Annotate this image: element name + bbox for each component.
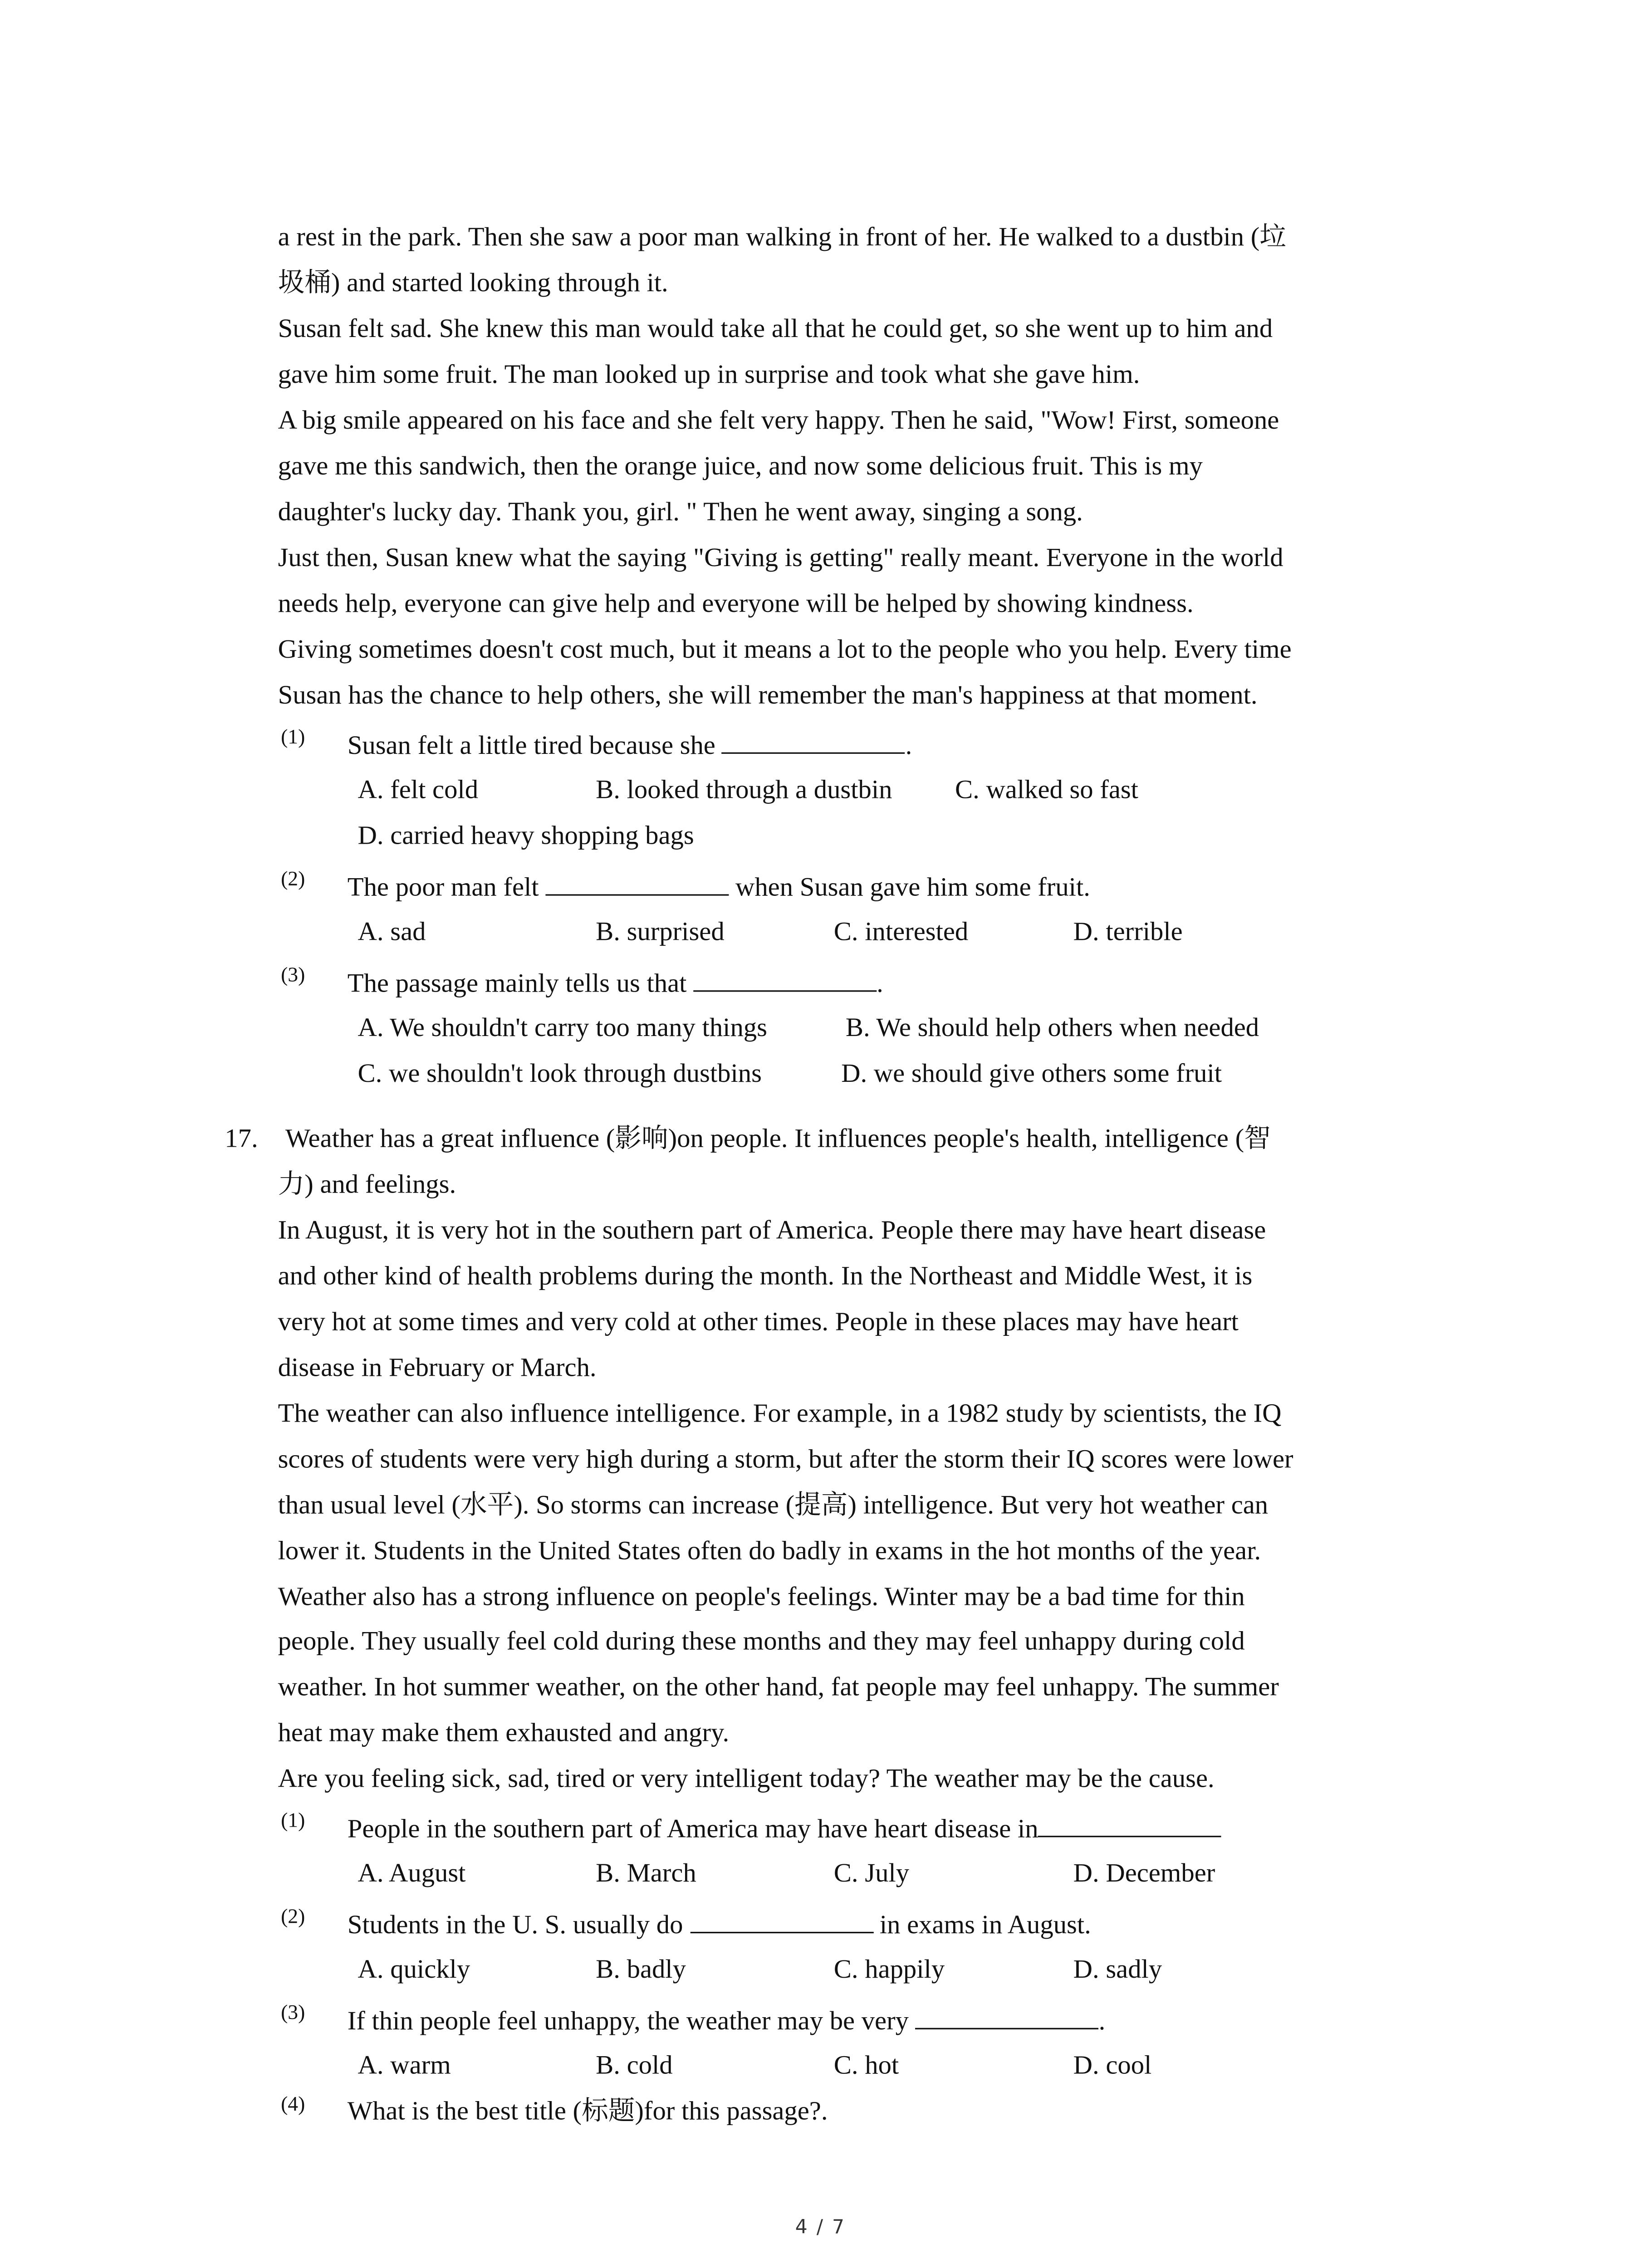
- passage-line: The weather can also influence intelligence. For example, in a 1982 study by scientists, the IQ: [278, 1398, 1282, 1428]
- passage-line: people. They usually feel cold during these months and they may feel unhappy during cold: [278, 1626, 1245, 1656]
- question-stem: [348, 1905, 1091, 1942]
- option-b: B. We should help others when needed: [845, 1012, 1259, 1042]
- option-d: D. December: [1073, 1857, 1215, 1888]
- passage-line: Giving sometimes doesn't cost much, but it means a lot to the people who you help. Every time: [278, 634, 1292, 664]
- answer-blank: [693, 964, 877, 992]
- question-stem: What is the best title (标题)for this passage?.: [347, 2096, 828, 2126]
- option-d: D. sadly: [1073, 1954, 1162, 1984]
- passage-line: Susan felt sad. She knew this man would take all that he could get, so she went up to him and: [278, 313, 1273, 343]
- question-text: The passage mainly tells us that: [347, 968, 694, 998]
- question-text-end: .: [905, 730, 912, 760]
- question-text: Students in the U. S. usually do: [347, 1909, 690, 1940]
- option-a: A. We shouldn't carry too many things: [358, 1012, 767, 1042]
- option-b: B. badly: [596, 1954, 686, 1984]
- page-number: 4 / 7: [795, 2217, 846, 2239]
- passage-line: scores of students were very high during a storm, but after the storm their IQ scores were lower: [278, 1444, 1293, 1474]
- question-stem: [348, 726, 912, 763]
- passage-line: lower it. Students in the United States often do badly in exams in the hot months of the year.: [278, 1535, 1261, 1565]
- option-b: B. surprised: [596, 916, 725, 946]
- passage-line: than usual level (水平). So storms can increase (提高) intelligence. But very hot weather can: [278, 1490, 1269, 1520]
- passage-line: needs help, everyone can give help and everyone will be helped by showing kindness.: [278, 588, 1194, 618]
- passage-line: very hot at some times and very cold at other times. People in these places may have heart: [278, 1306, 1239, 1336]
- passage-line: Just then, Susan knew what the saying "Giving is getting" really meant. Everyone in the world: [278, 542, 1283, 572]
- question-text: The poor man felt: [347, 872, 546, 902]
- answer-blank: [690, 1905, 873, 1933]
- question-stem: [348, 2001, 1106, 2038]
- question-number: (4): [281, 2094, 305, 2117]
- question-stem: [348, 964, 883, 1001]
- passage-line: Weather also has a strong influence on people's feelings. Winter may be a bad time for thin: [278, 1581, 1245, 1611]
- passage-number: 17.: [225, 1123, 258, 1153]
- question-number: (1): [281, 1810, 305, 1833]
- passage-line: Are you feeling sick, sad, tired or very intelligent today? The weather may be the cause.: [278, 1763, 1215, 1793]
- question-number: (3): [281, 965, 305, 987]
- question-number: (2): [281, 1906, 305, 1929]
- option-c: C. hot: [833, 2050, 899, 2080]
- question-text-end: when Susan gave him some fruit.: [729, 872, 1090, 902]
- passage-line: heat may make them exhausted and angry.: [278, 1717, 730, 1747]
- passage-line: and other kind of health problems during the month. In the Northeast and Middle West, it is: [278, 1261, 1253, 1290]
- answer-blank: [545, 868, 729, 896]
- passage-line: weather. In hot summer weather, on the other hand, fat people may feel unhappy. The summer: [278, 1672, 1279, 1701]
- option-c: C. happily: [833, 1954, 945, 1984]
- option-b: B. March: [596, 1857, 696, 1888]
- passage-line: Weather has a great influence (影响)on people. It influences people's health, intelligence (智: [285, 1123, 1271, 1153]
- question-number: (1): [281, 727, 305, 750]
- option-d: D. carried heavy shopping bags: [358, 820, 694, 850]
- passage-line: Susan has the chance to help others, she will remember the man's happiness at that moment.: [278, 679, 1258, 710]
- answer-blank: [722, 726, 906, 754]
- question-text: Susan felt a little tired because she: [347, 730, 722, 760]
- answer-blank: [916, 2001, 1099, 2029]
- option-a: A. August: [358, 1857, 466, 1888]
- passage-line: A big smile appeared on his face and she felt very happy. Then he said, "Wow! First, someone: [278, 405, 1279, 435]
- option-c: C. interested: [833, 916, 969, 946]
- passage-line: disease in February or March.: [278, 1352, 597, 1382]
- question-text-end: .: [1098, 2005, 1106, 2035]
- passage-line: daughter's lucky day. Thank you, girl. " Then he went away, singing a song.: [278, 496, 1083, 527]
- passage-line: a rest in the park. Then she saw a poor man walking in front of her. He walked to a dustbin (垃: [278, 221, 1286, 251]
- option-a: A. felt cold: [358, 774, 479, 804]
- option-a: A. quickly: [358, 1954, 470, 1984]
- passage-line: 圾桶) and started looking through it.: [278, 267, 668, 297]
- question-stem: [348, 868, 1090, 904]
- option-d: D. we should give others some fruit: [841, 1058, 1222, 1088]
- passage-line: gave me this sandwich, then the orange juice, and now some delicious fruit. This is my: [278, 450, 1203, 481]
- option-c: C. we shouldn't look through dustbins: [358, 1058, 762, 1088]
- passage-line: gave him some fruit. The man looked up in surprise and took what she gave him.: [278, 359, 1140, 389]
- question-number: (2): [281, 869, 305, 891]
- answer-blank: [1038, 1809, 1222, 1837]
- option-b: B. cold: [596, 2050, 673, 2080]
- option-c: C. July: [833, 1857, 910, 1888]
- option-d: D. cool: [1073, 2050, 1152, 2080]
- question-text: People in the southern part of America may have heart disease in: [347, 1813, 1038, 1843]
- question-text-end: .: [877, 968, 883, 998]
- passage-line: 力) and feelings.: [278, 1169, 456, 1199]
- option-b: B. looked through a dustbin: [596, 774, 892, 804]
- option-d: D. terrible: [1073, 916, 1183, 946]
- option-c: C. walked so fast: [955, 774, 1138, 804]
- option-a: A. sad: [358, 916, 426, 946]
- question-text-end: in exams in August.: [873, 1909, 1091, 1940]
- passage-line: In August, it is very hot in the southern part of America. People there may have heart disease: [278, 1215, 1266, 1245]
- question-stem: [348, 1809, 1222, 1846]
- option-a: A. warm: [358, 2050, 451, 2080]
- question-text: If thin people feel unhappy, the weather may be very: [347, 2005, 916, 2035]
- question-number: (3): [281, 2003, 305, 2025]
